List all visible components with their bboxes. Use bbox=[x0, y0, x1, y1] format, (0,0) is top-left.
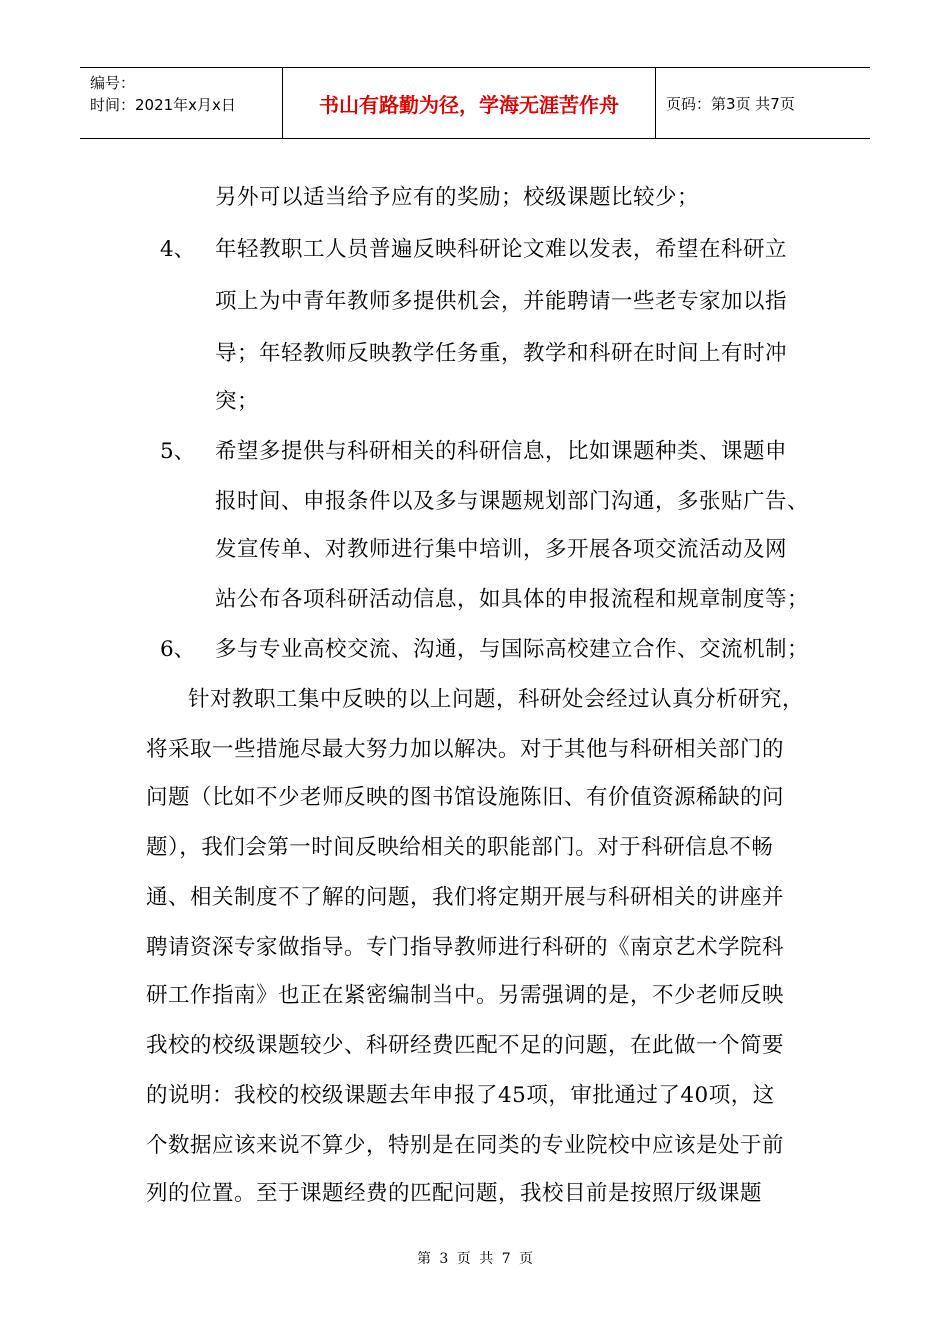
page-indicator: 页码：第3页 共7页 bbox=[666, 94, 795, 113]
body-line: 题），我们会第一时间反映给相关的职能部门。对于科研信息不畅 bbox=[146, 835, 774, 860]
body-line: 列的位置。至于课题经费的匹配问题，我校目前是按照厅级课题 bbox=[146, 1181, 763, 1206]
page-header bbox=[80, 67, 870, 139]
body-line: 站公布各项科研活动信息，如具体的申报流程和规章制度等； bbox=[215, 587, 810, 612]
body-line: 希望多提供与科研相关的科研信息，比如课题种类、课题申 bbox=[215, 439, 788, 464]
time-label: 时间：2021年x月x日 bbox=[90, 96, 236, 114]
body-line: 针对教职工集中反映的以上问题，科研处会经过认真分析研究， bbox=[188, 687, 805, 712]
body-line: 多与专业高校交流、沟通，与国际高校建立合作、交流机制； bbox=[215, 637, 810, 662]
list-number: 6、 bbox=[160, 637, 196, 662]
body-line: 问题（比如不少老师反映的图书馆设施陈旧、有价值资源稀缺的问 bbox=[146, 785, 785, 810]
body-line: 我校的校级课题较少、科研经费匹配不足的问题，在此做一个简要 bbox=[146, 1033, 785, 1058]
body-line: 报时间、申报条件以及多与课题规划部门沟通，多张贴广告、 bbox=[215, 489, 810, 514]
motto: 书山有路勤为径，学海无涯苦作舟 bbox=[283, 68, 656, 138]
body-line: 导；年轻教师反映教学任务重，教学和科研在时间上有时冲 bbox=[215, 341, 788, 366]
body-line: 研工作指南》也正在紧密编制当中。另需强调的是，不少老师反映 bbox=[146, 983, 785, 1008]
body-line: 将采取一些措施尽最大努力加以解决。对于其他与科研相关部门的 bbox=[146, 737, 785, 762]
code-label: 编号： bbox=[90, 74, 136, 92]
body-line: 另外可以适当给予应有的奖励；校级课题比较少； bbox=[215, 185, 700, 210]
body-line: 突； bbox=[215, 389, 260, 414]
body-line: 发宣传单、对教师进行集中培训，多开展各项交流活动及网 bbox=[215, 537, 788, 562]
header-meta bbox=[80, 68, 283, 138]
body-line: 的说明：我校的校级课题去年申报了45项，审批通过了40项，这 bbox=[146, 1083, 775, 1108]
body-line: 通、相关制度不了解的问题，我们将定期开展与科研相关的讲座并 bbox=[146, 885, 785, 910]
list-number: 4、 bbox=[160, 237, 196, 262]
body-line: 个数据应该来说不算少，特别是在同类的专业院校中应该是处于前 bbox=[146, 1133, 785, 1158]
page-footer: 第 3 页 共 7 页 bbox=[416, 1251, 534, 1267]
body-line: 聘请资深专家做指导。专门指导教师进行科研的《南京艺术学院科 bbox=[146, 935, 785, 960]
body-line: 项上为中青年教师多提供机会，并能聘请一些老专家加以指 bbox=[215, 289, 788, 314]
list-number: 5、 bbox=[160, 439, 196, 464]
body-line: 年轻教职工人员普遍反映科研论文难以发表，希望在科研立 bbox=[215, 237, 788, 262]
